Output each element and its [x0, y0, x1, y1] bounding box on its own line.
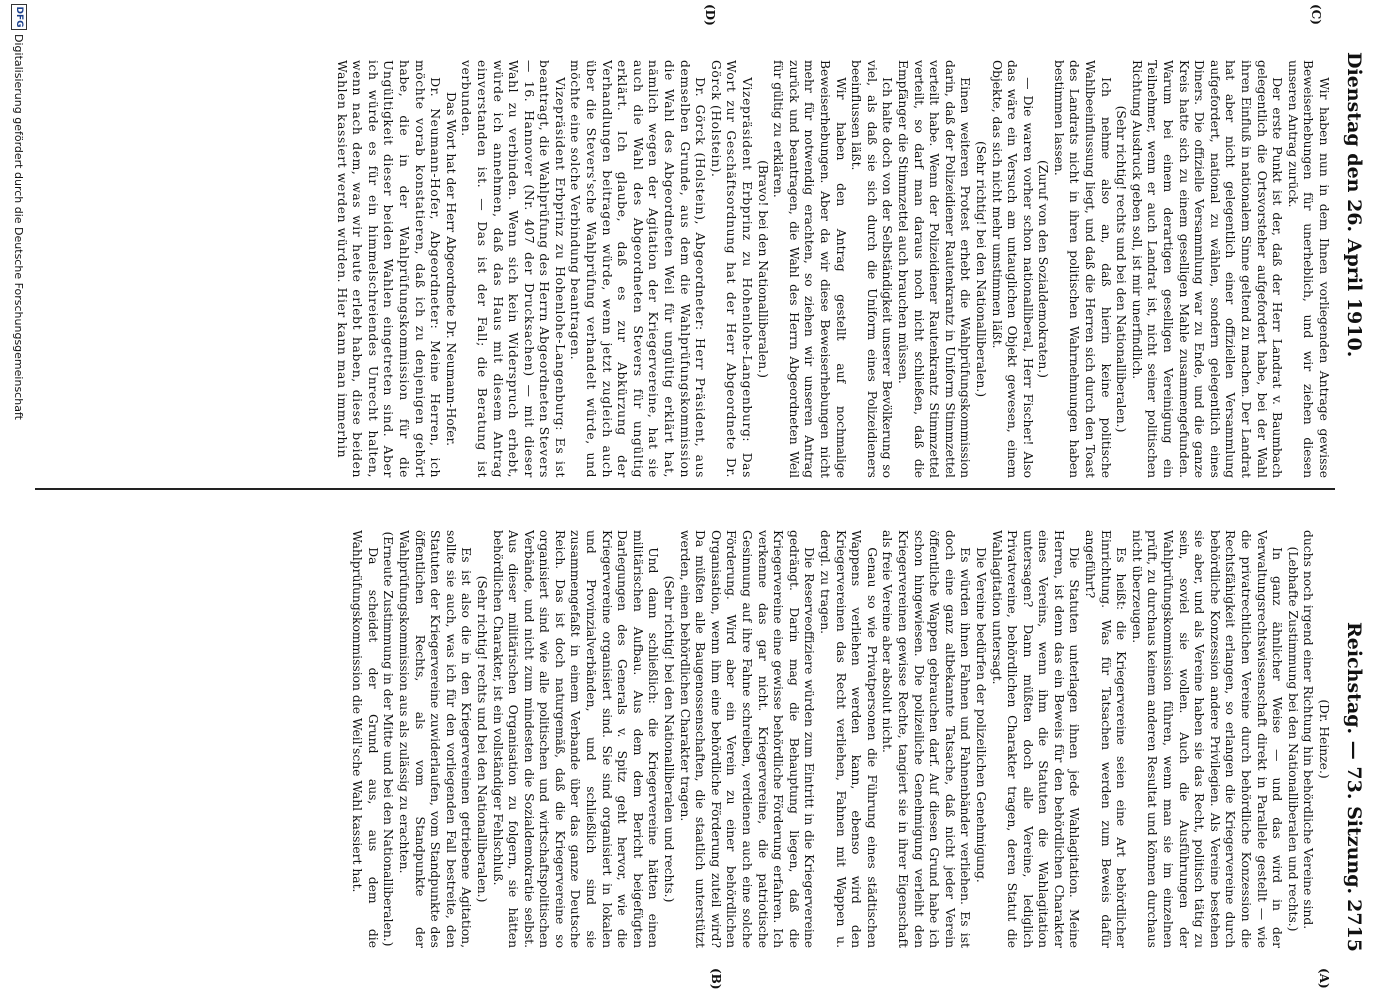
paragraph: Das Wort hat der Herr Abgeordnete Dr. Neumann-Hofer.	[443, 92, 458, 446]
paragraph: In ganz ähnlicher Weise — und das wird in der Verwaltungsrechtswissenschaft direkt in Parallele gestellt — wie die privatrechtlichen Vereine durch behördliche Konzession die Rechtsfähigkeit erlangen, so erlangen die Kriegervereine durch behördliche Konzession andere Privilegien. Als Vereine bestehen sie aber, und als Vereine haben sie das Recht, politisch tätig zu sein, soviel sie wollen. Auch die Ausführungen der Wahlprüfungskommission führen, wenn man sie im einzelnen prüft, zu durchaus keinem anderen Resultat und können durchaus nicht überzeugen.	[1129, 530, 1285, 948]
paragraph: Es ist also die in den Kriegervereinen getriebene Agitation, sollte sie auch, was ich für den vorliegenden Fall bestreite, den Statuten der Kriegervereine zuwiderlaufen, vom Standpunkte des öffentlichen Rechts, als vom Standpunkte der Wahlprüfungskommission aus als zulässig zu erachten.	[396, 530, 474, 948]
paragraph: Wir haben nun in dem Ihnen vorliegenden Antrage gewisse Beweiserhebungen für unerheblich, und wir ziehen diesen unseren Antrag zurück.	[1285, 60, 1331, 478]
interjection: (Erneute Zustimmung in der Mitte und bei den Nationalliberalen.)	[381, 531, 396, 947]
speaker-running-head: (Dr. Heinze.)	[1317, 699, 1331, 779]
right-column	[51, 530, 1331, 948]
page-header	[1337, 52, 1371, 952]
paragraph: Wir haben den Antrag gestellt auf nochmalige Beweiserhebungen. Aber da wir diese Beweiserhebungen nicht mehr für notwendig erachten, so ziehen wir unseren Antrag zurück und beantragen, die Wahl des Herrn Abgeordneten Weil für gültig zu erklären.	[771, 60, 848, 478]
left-column	[51, 60, 1331, 478]
margin-marker-b: (B)	[709, 968, 723, 990]
speaker-paragraph: Dr. Görck (Holstein), Abgeordneter: Herr Präsident, aus demselben Grunde, aus dem die Wahlprüfungskommission die Wahl des Abgeordneten Weil für ungültig erklärt hat, nämlich wegen der Agitation der Kriegervereine, hat sie auch die Wahl des Abgeordneten Stevers für ungültig erklärt. Ich glaube, daß es zur Abkürzung der Verhandlungen beitragen würde, wenn jetzt zugleich auch über die Stevers'sche Wahlprüfung verhandelt würde, und möchte eine solche Verbindung beantragen.	[568, 60, 708, 478]
interjection: (Sehr richtig! rechts und bei den Nationalliberalen.)	[474, 575, 489, 903]
margin-marker-c: (C)	[1309, 4, 1323, 25]
paragraph: Die Statuten unterlagen ihnen jede Wahlagitation. Meine Herren, ist denn das ein Beweis für den behördlichen Charakter eines Vereins, wenn ihm die Statuten die Wahlagitation untersagen? Dann müßten doch alle Vereine, lediglich Privatvereine, behördlichen Charakter tragen, deren Statut die Wahlagitation untersagt.	[989, 530, 1082, 948]
paragraph: Die Reserveoffiziere würden zum Eintritt in die Kriegervereine gedrängt. Darin mag die Behauptung liegen, daß die Kriegervereine eine gewisse behördliche Förderung erfahren. Ich verkenne das gar nicht. Kriegervereine, die patriotische Gesinnung auf ihre Fahne schreiben, verdienen auch eine solche Förderung. Wird aber ein Verein zu einer behördlichen Organisation, wenn ihm eine behördliche Förderung zuteil wird? Da müßten alle Baugenossenschaften, die staatlich unterstützt werden, einen behördlichen Charakter tragen.	[677, 530, 817, 948]
margin-marker-d: (D)	[703, 4, 717, 26]
speaker-paragraph: Dr. Neumann-Hofer, Abgeordneter: Meine Herren, ich möchte vorab konstatieren, daß ich zu denjenigen gehört habe, die in der Wahlprüfungskommission für die Ungültigkeit dieser beiden Wahlen eingetreten sind. Aber ich würde es für ein himmelschreiendes Unrecht halten, wenn nach dem, was wir heute erlebt haben, diese beiden Wahlen kassiert werden würden. Hier kann man immerhin	[334, 60, 443, 478]
interjection: (Sehr richtig! rechts und bei den Nationalliberalen.)	[1114, 105, 1129, 433]
digitization-footer	[5, 0, 31, 1000]
paragraph: Es würden ihnen Fahnen und Fahnenbänder verliehen. Es ist doch eine ganz altbekannte Tatsache, daß nicht jeder Verein öffentliche Wappen gebrauchen darf. Auf diesen Grund habe ich schon hingewiesen. Die polizeiliche Genehmigung verleiht den Kriegervereinen gewisse Rechte, tangiert sie in ihrer Eigenschaft als freie Vereine aber absolut nicht.	[880, 530, 973, 948]
interjection: (Sehr richtig! bei den Nationalliberalen.)	[973, 140, 988, 397]
column-divider	[35, 488, 1335, 490]
interjection: (Zuruf von den Sozialdemokraten.)	[1036, 160, 1051, 378]
paragraph: Da scheidet der Grund aus, aus dem die Wahlprüfungskommission die Weil'sche Wahl kassiert hat.	[350, 530, 380, 948]
header-session: Reichstag. — 73. Sitzung.	[1343, 622, 1365, 895]
interjection: (Bravo! bei den Nationalliberalen.)	[755, 160, 770, 378]
interjection: (Sehr richtig! bei den Nationalliberalen und rechts.)	[662, 575, 677, 903]
header-date: Dienstag den 26. April 1910.	[1343, 52, 1365, 358]
interjection: (Lebhafte Zustimmung bei den Nationalliberalen und rechts.)	[1285, 546, 1300, 932]
paragraph: duchs noch irgend einer Richtung hin behördliche Vereine sind.	[1301, 530, 1316, 930]
digitization-note: Digitalisierung gefördert durch die Deutsche Forschungsgemeinschaft	[12, 34, 25, 420]
speaker-paragraph: Vizepräsident Erbprinz zu Hohenlohe-Langenburg: Es ist beantragt, die Wahlprüfung des Herrn Abgeordneten Stevers — 16. Hannover (Nr. 407 der Drucksachen) — mit dieser Wahl zu verbinden. Wenn sich kein Widerspruch erhebt, würde ich annehmen, daß das Haus mit diesem Antrag einverstanden ist. — Das ist der Fall; die Beratung ist verbunden.	[459, 60, 567, 478]
paragraph: Genau so wie Privatpersonen die Führung eines städtischen Wappens verliehen werden kann, ebenso wird den Kriegervereinen das Recht verliehen, Fahnen mit Wappen u. dergl. zu tragen.	[818, 530, 879, 948]
paragraph: — Die waren vorher schon nationalliberal, Herr Fischer! Also das wäre ein Versuch am untauglichen Objekt gewesen, einem Objekte, das sich nicht mehr umstimmen läßt.	[989, 60, 1035, 478]
speaker-paragraph: Vizepräsident Erbprinz zu Hohenlohe-Langenburg: Das Wort zur Geschäftsordnung hat der Herr Abgeordnete Dr. Görck (Holstein).	[708, 60, 755, 478]
paragraph: Und dann schließlich: die Kriegervereine hätten einen militärischen Aufbau. Aus dem dem Bericht beigefügten Darlegungen des Generals v. Spitz geht hervor, wie die Kriegervereine organisiert sind. Sie sind organisiert in lokalen und Provinzialverbänden, und schließlich sind sie zusammengefaßt in einem Verbande über das ganze Deutsche Reich. Das ist doch naturgemäß, daß die Kriegervereine so organisiert sind wie alle politischen und wirtschaftspolitischen Verbände, und nicht zum mindesten die Sozialdemokratie selbst. Aus dieser militärischen Organisation zu folgern, sie hätten behördlichen Charakter, ist ein vollständiger Fehlschluß.	[490, 530, 661, 948]
paragraph: Die Vereine bedürfen der polizeilichen Genehmigung.	[973, 547, 988, 883]
dfg-logo: DFG	[11, 4, 27, 30]
paragraph: Es heißt: die Kriegervereine seien eine Art behördlicher Einrichtung. Was für Tatsachen werden zum Beweis dafür angeführt?	[1083, 530, 1129, 948]
paragraph: Ich halte doch von der Selbständigkeit unserer Bevölkerung so viel, als daß sie sich durch die Uniform eines Polizeidieners beeinflussen läßt.	[849, 60, 895, 478]
page-number: 2715	[1343, 899, 1365, 952]
paragraph: Der erste Punkt ist der, daß der Herr Landrat v. Baumbach gelegentlich die Ortsvorsteher aufgefordert habe, bei der Wahl ihren Einfluß in nationalem Sinne geltend zu machen. Der Landrat hat aber nicht gelegentlich einer offiziellen Versammlung aufgefordert, national zu wählen, sondern gelegentlich eines Diners. Die offizielle Versammlung war zu Ende, und die ganze Kreis hatte sich zu einem geselligen Mahle zusammengefunden. Warum bei einem derartigen geselligen Vereinigung ein Teilnehmer, wenn er auch Landrat ist, nicht seiner politischen Richtung Ausdruck geben soll, ist mir unerfindlich.	[1129, 60, 1285, 478]
paragraph: Ich nehme also an, daß hierin keine politische Wahlbeeinflussung liegt, und daß die Herren sich durch den Toast des Landrats nicht in ihren politischen Wahrnehmungen haben bestimmen lassen.	[1051, 60, 1113, 478]
margin-marker-a: (A)	[1317, 968, 1331, 989]
paragraph: Einen weiteren Protest erhebt die Wahlprüfungskommission darin, daß der Polizeidiener Rautenkrantz in Uniform Stimmzettel verteilt habe. Wenn der Polizeidiener Rautenkrantz Stimmzettel verteilt, so darf man daraus noch nicht schließen, daß die Empfänger die Stimmzettel auch brauchen müssen.	[895, 60, 973, 478]
